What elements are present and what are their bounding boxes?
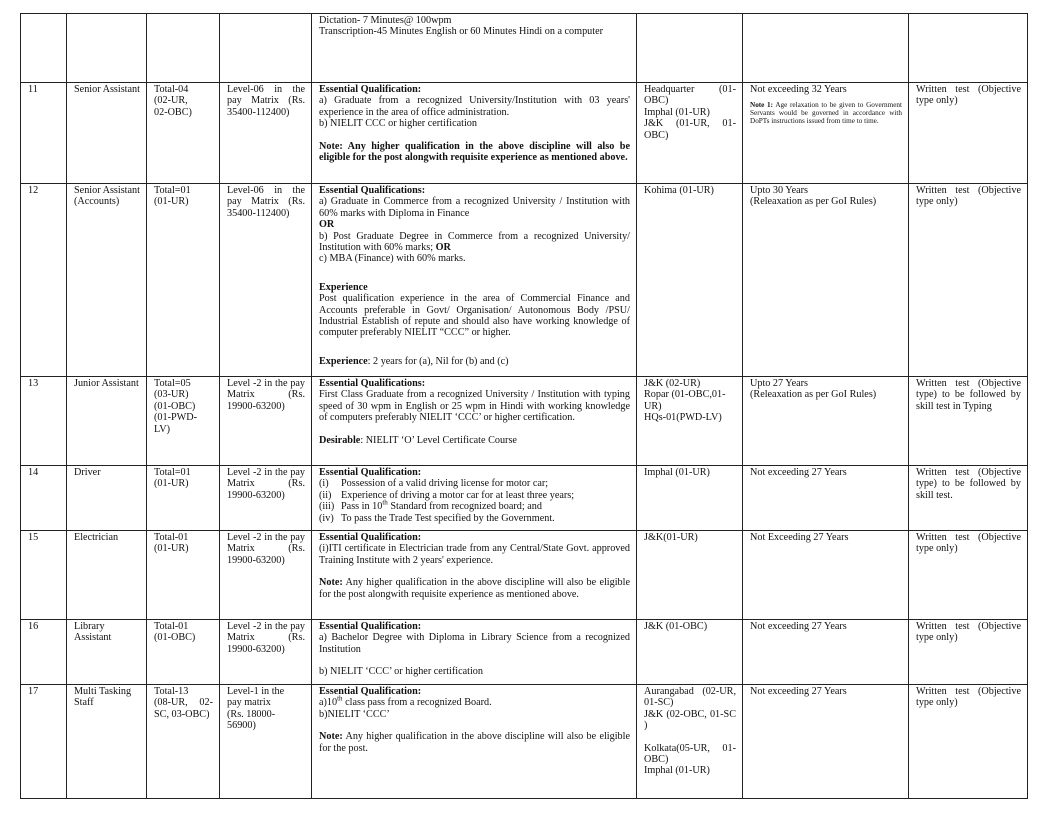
cell-age: Not exceeding 27 Years xyxy=(743,685,909,799)
qualification-heading: Essential Qualification: xyxy=(319,686,422,697)
cell-age: Upto 30 Years (Releaxation as per GoI Rules) xyxy=(743,184,909,377)
cell-age: Not exceeding 27 Years xyxy=(743,466,909,531)
cell-location: Kohima (01-UR) xyxy=(637,184,743,377)
table-row xyxy=(21,83,1028,184)
duty-line: Dictation- 7 Minutes@ 100wpm xyxy=(319,15,452,26)
qualification-heading: Essential Qualification: xyxy=(319,84,422,95)
cell-selection: Written test (Objective type only) xyxy=(909,184,1028,377)
cell-post: Multi Tasking Staff xyxy=(67,685,147,799)
cell-selection: Written test (Objective type) to be followed by skill test. xyxy=(909,466,1028,531)
cell-sno: 12 xyxy=(21,184,67,377)
table-row xyxy=(21,685,1028,799)
cell-qualification: Essential Qualifications: First Class Graduate from a recognized University / Institution with typing speed of 30 wpm in English or 25 wpm in Hindi with working knowledge of computers preferably NIELIT ‘CCC’ or higher certification. Desirable: NIELIT ‘O’ Level Certificate Course xyxy=(312,377,637,466)
cell-selection: Written test (Objective type only) xyxy=(909,620,1028,685)
cell-vacancies: Total-04 (02-UR, 02-OBC) xyxy=(147,83,220,184)
cell-qualification: Essential Qualification: (i)ITI certificate in Electrician trade from any Central/State Govt. approved Training Institute with 2 years' experience. Note: Any higher qualification in the above discipline will also be eligible for the post alongwith requisite experience as mentioned above. xyxy=(312,531,637,620)
cell-age: Upto 27 Years (Releaxation as per GoI Rules) xyxy=(743,377,909,466)
list-item: (i) Possession of a valid driving license for motor car; xyxy=(319,478,549,490)
qualification-heading: Essential Qualification: xyxy=(319,532,422,543)
cell-location: J&K(01-UR) xyxy=(637,531,743,620)
cell-pay: Level -2 in the pay Matrix (Rs. 19900-63200) xyxy=(220,531,312,620)
recruitment-table xyxy=(20,13,1028,799)
cell-vacancies: Total=05 (03-UR) (01-OBC) (01-PWD-LV) xyxy=(147,377,220,466)
cell-vacancies: Total-13 (08-UR, 02-SC, 03-OBC) xyxy=(147,685,220,799)
qualification-heading: Essential Qualification: xyxy=(319,467,422,478)
cell-qualification xyxy=(312,466,637,531)
cell-vacancies: Total-01 (01-UR) xyxy=(147,531,220,620)
cell-location: Imphal (01-UR) xyxy=(637,466,743,531)
note-text: Note: Any higher qualification in the above discipline will also be eligible for the post alongwith requisite experience as mentioned above. xyxy=(319,140,630,164)
cell-location xyxy=(637,14,743,83)
cell-pay: Level-1 in the pay matrix (Rs. 18000- 56900) xyxy=(220,685,312,799)
cell-sno: 14 xyxy=(21,466,67,531)
cell-pay: Level-06 in the pay Matrix (Rs. 35400-112400) xyxy=(220,184,312,377)
table-row xyxy=(21,377,1028,466)
duty-line: Transcription-45 Minutes English or 60 Minutes Hindi on a computer xyxy=(319,26,604,38)
cell-selection: Written test (Objective type only) xyxy=(909,531,1028,620)
table-row xyxy=(21,531,1028,620)
cell-location: J&K (01-OBC) xyxy=(637,620,743,685)
cell-age: Not Exceeding 27 Years xyxy=(743,531,909,620)
cell-vacancies xyxy=(147,14,220,83)
cell-qualification: Essential Qualification: a) Bachelor Degree with Diploma in Library Science from a recognized Institution b) NIELIT ‘CCC’ or higher certification xyxy=(312,620,637,685)
qualification-heading: Essential Qualifications: xyxy=(319,378,426,389)
list-item: (ii) Experience of driving a motor car for at least three years; xyxy=(319,489,575,501)
cell-sno: 16 xyxy=(21,620,67,685)
list-item: (iv) To pass the Trade Test specified by the Government. xyxy=(319,512,555,524)
cell-pay xyxy=(220,14,312,83)
cell-qualification: Essential Qualification: a)10th class pass from a recognized Board. b)NIELIT ‘CCC’ Note: Any higher qualification in the above discipline will also be eligible for the post. xyxy=(312,685,637,799)
cell-post: Electrician xyxy=(67,531,147,620)
age-note: Note 1: Age relaxation to be given to Government Servants would be governed in accordance with DoPTs instructions issued from time to time. xyxy=(750,101,903,126)
cell-vacancies: Total-01 (01-OBC) xyxy=(147,620,220,685)
list-item: (iii) Pass in 10th Standard from recognized board; and xyxy=(319,498,542,513)
cell-age xyxy=(743,14,909,83)
table-row-continuation xyxy=(21,14,1028,83)
table-row xyxy=(21,466,1028,531)
cell-pay: Level -2 in the pay Matrix (Rs. 19900-63200) xyxy=(220,377,312,466)
cell-selection: Written test (Objective type) to be followed by skill test in Typing xyxy=(909,377,1028,466)
cell-sno: 17 xyxy=(21,685,67,799)
cell-sno: 15 xyxy=(21,531,67,620)
cell-post: Driver xyxy=(67,466,147,531)
cell-pay: Level-06 in the pay Matrix (Rs. 35400-112400) xyxy=(220,83,312,184)
cell-age: Not exceeding 32 Years Note 1: Age relaxation to be given to Government Servants would be governed in accordance with DoPTs instructions issued from time to time. xyxy=(743,83,909,184)
cell-sno xyxy=(21,14,67,83)
table-row xyxy=(21,184,1028,377)
cell-pay: Level -2 in the pay Matrix (Rs. 19900-63200) xyxy=(220,466,312,531)
cell-age: Not exceeding 27 Years xyxy=(743,620,909,685)
table-row xyxy=(21,620,1028,685)
qualification-heading: Essential Qualification: xyxy=(319,621,422,632)
cell-vacancies: Total=01 (01-UR) xyxy=(147,466,220,531)
cell-pay: Level -2 in the pay Matrix (Rs. 19900-63200) xyxy=(220,620,312,685)
cell-location: J&K (02-UR) Ropar (01-OBC,01-UR) HQs-01(PWD-LV) xyxy=(637,377,743,466)
cell-selection: Written test (Objective type only) xyxy=(909,685,1028,799)
note-text: Note: Any higher qualification in the above discipline will also be eligible for the post. xyxy=(319,731,630,754)
cell-sno: 11 xyxy=(21,83,67,184)
cell-qualification: Essential Qualifications: a) Graduate in Commerce from a recognized University / Institution with 60% marks with Diploma in Finance OR b) Post Graduate Degree in Commerce from a recognized University/ Institution with 60% marks; OR c) MBA (Finance) with 60% marks. Experience Post qualification experience in the area of Commercial Finance and Accounts preferable in Govt/ Organisation/ Autonomous Body /PSU/ Industrial Establish of repute and should also have working knowledge of computer preferably NIELIT “CCC” or higher. Experience: 2 years for (a), Nil for (b) and (c) xyxy=(312,184,637,377)
note-text: Note: Any higher qualification in the above discipline will also be eligible for the post alongwith requisite experience as mentioned above. xyxy=(319,577,630,600)
qualification-heading: Essential Qualifications: xyxy=(319,185,426,196)
cell-post: Library Assistant xyxy=(67,620,147,685)
cell-post: Senior Assistant (Accounts) xyxy=(67,184,147,377)
cell-selection: Written test (Objective type only) xyxy=(909,83,1028,184)
cell-selection xyxy=(909,14,1028,83)
cell-post: Junior Assistant xyxy=(67,377,147,466)
cell-post: Senior Assistant xyxy=(67,83,147,184)
cell-post xyxy=(67,14,147,83)
cell-qualification: Essential Qualification: a) Graduate from a recognized University/Institution with 03 years' experience in the area of office administration. b) NIELIT CCC or higher certification Note: Any higher qualification in the above discipline will also be eligible for the post alongwith requisite experience as mentioned above. xyxy=(312,83,637,184)
cell-qualification xyxy=(312,14,637,83)
cell-vacancies: Total=01 (01-UR) xyxy=(147,184,220,377)
cell-location: Headquarter (01-OBC) Imphal (01-UR) J&K (01-UR, 01-OBC) xyxy=(637,83,743,184)
experience-heading: Experience xyxy=(319,281,368,293)
cell-sno: 13 xyxy=(21,377,67,466)
cell-location: Aurangabad (02-UR, 01-SC) J&K (02-OBC, 01-SC ) Kolkata(05-UR, 01-OBC) Imphal (01-UR) xyxy=(637,685,743,799)
